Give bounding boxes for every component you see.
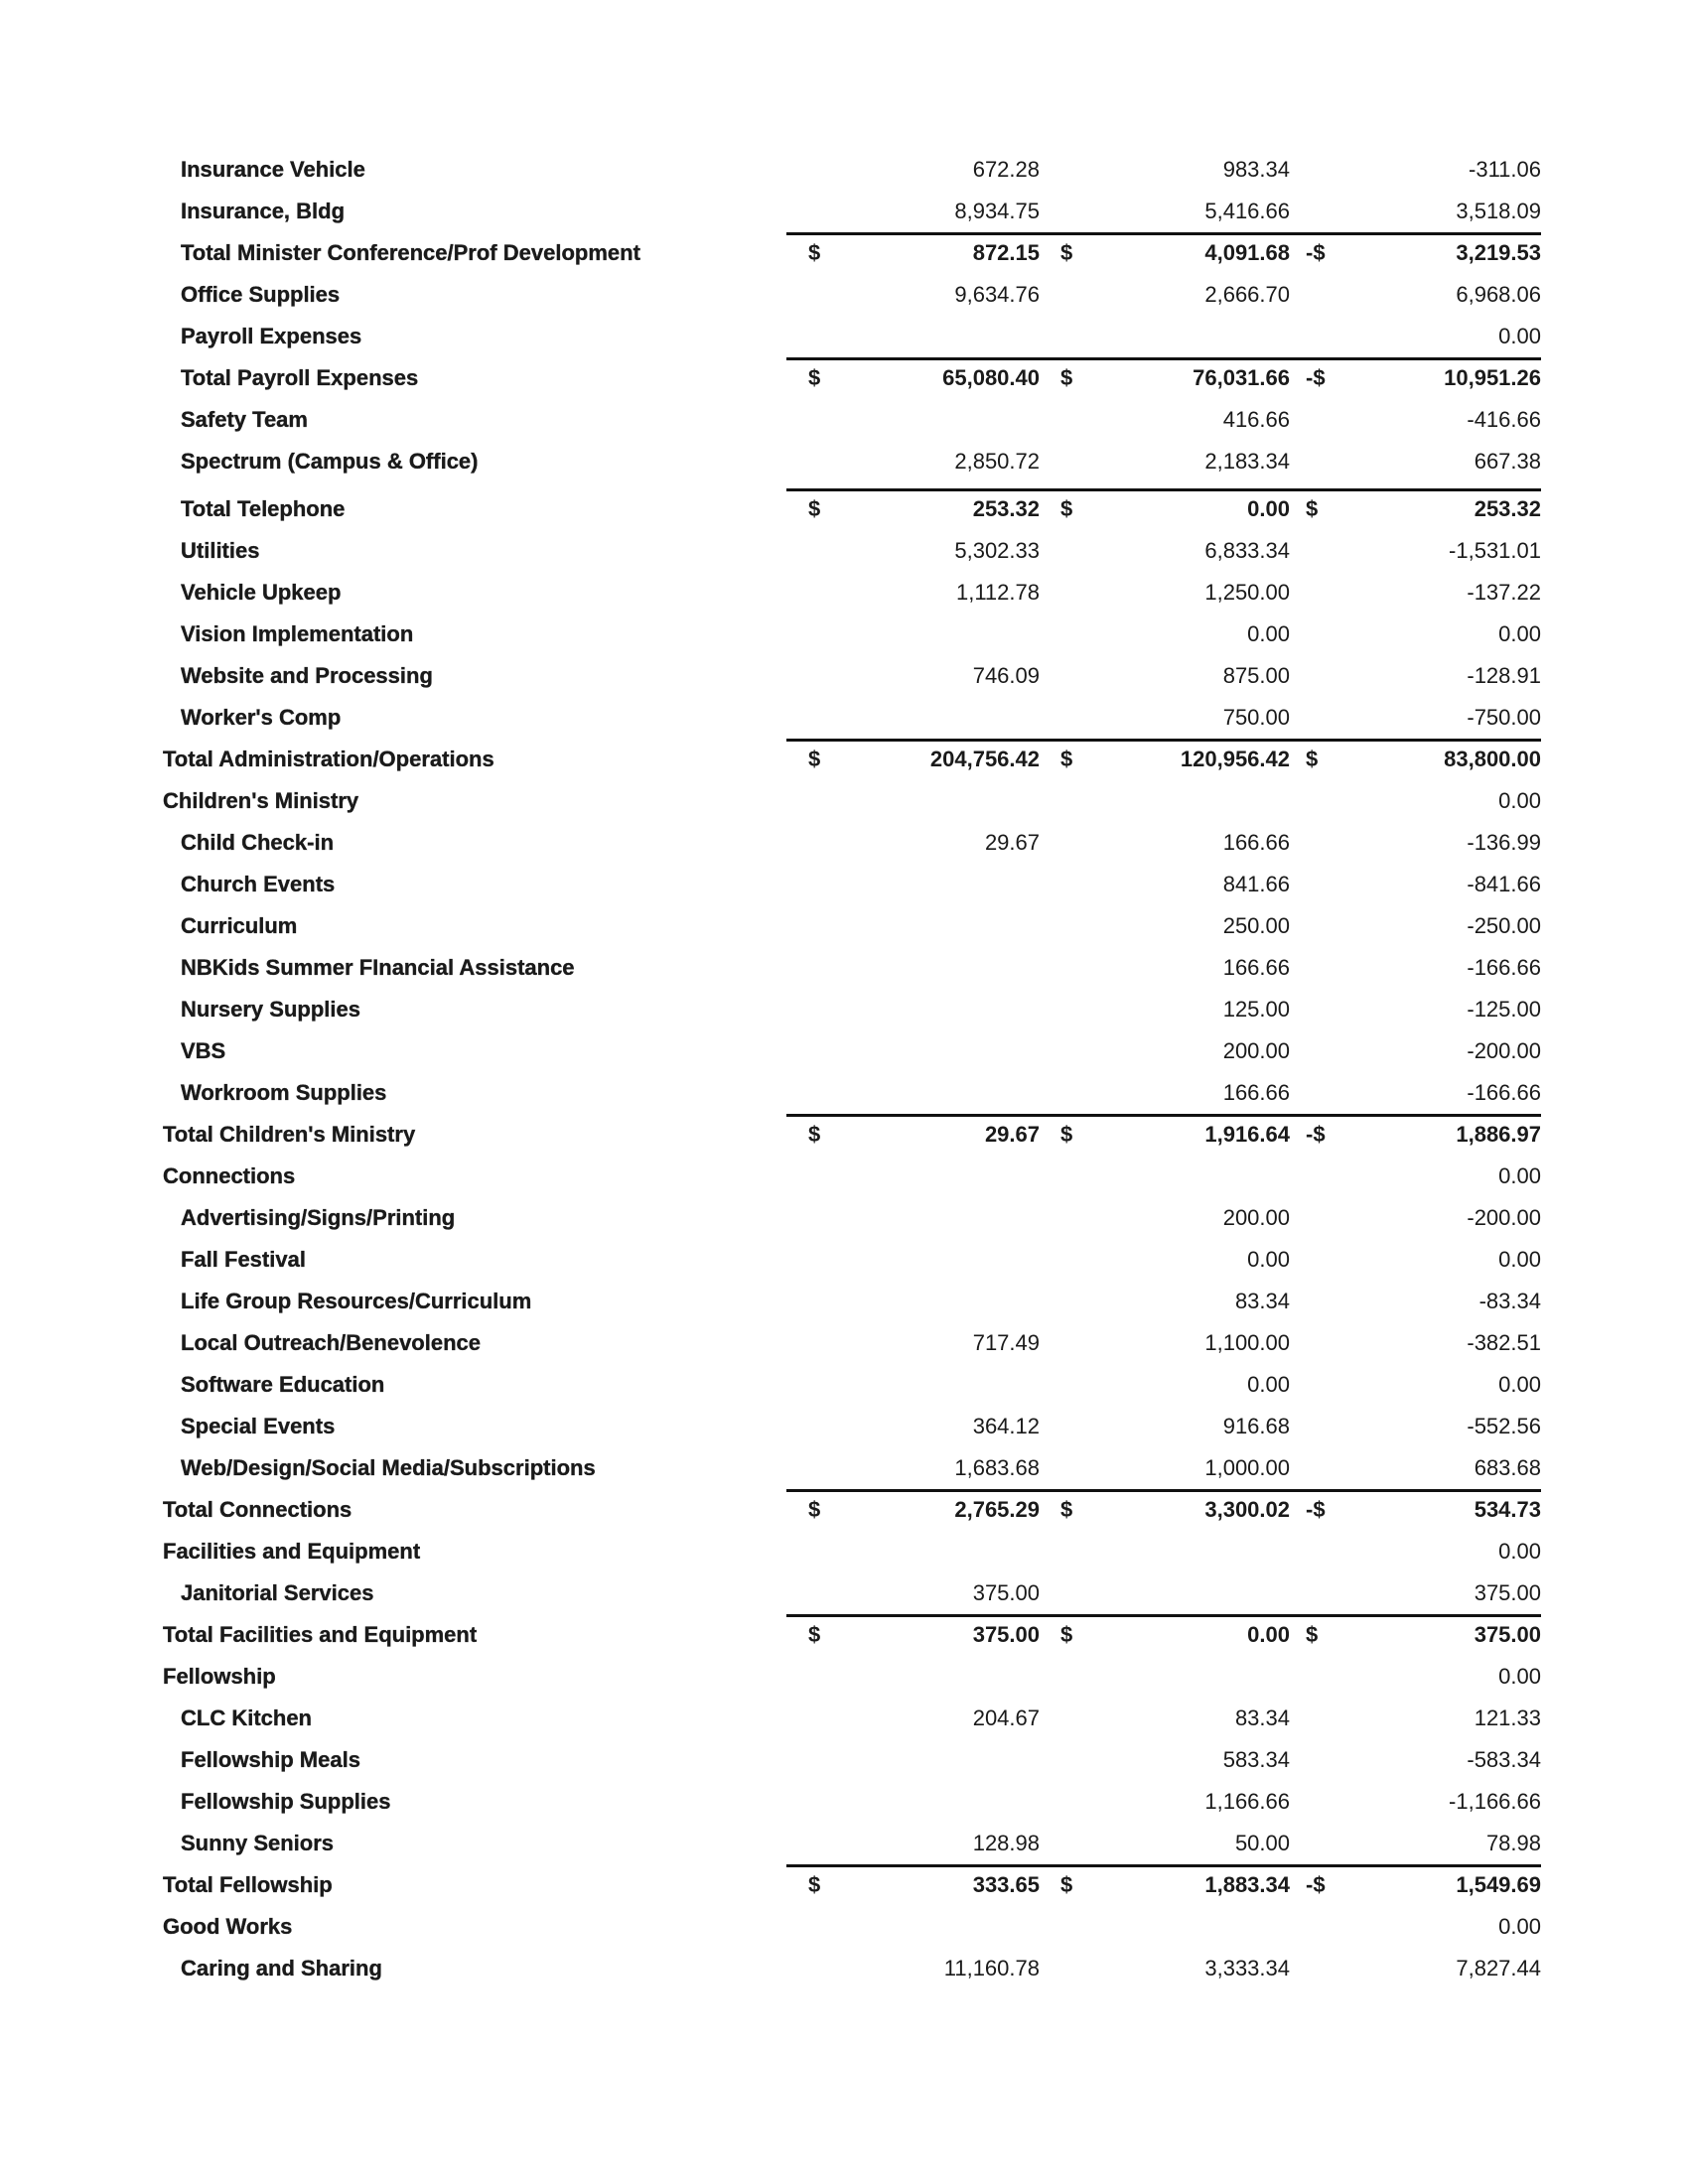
actual-cell: 204,756.42 <box>929 747 1040 771</box>
table-row <box>159 1948 1541 1989</box>
budget-cell: 1,000.00 <box>1204 1455 1290 1480</box>
budget-cell: 3,333.34 <box>1204 1956 1290 1980</box>
budget-cell: 1,100.00 <box>1204 1330 1290 1355</box>
table-row <box>159 1698 1541 1739</box>
difference-cell: -750.00 <box>1467 705 1541 730</box>
difference-cell: 83,800.00 <box>1444 747 1541 771</box>
difference-cell: 0.00 <box>1498 1539 1541 1564</box>
currency-symbol: $ <box>1306 747 1319 771</box>
row-label: Children's Ministry <box>163 788 359 813</box>
row-label: Fellowship Supplies <box>181 1789 391 1814</box>
row-label: Total Children's Ministry <box>163 1122 416 1147</box>
row-label: VBS <box>181 1038 226 1063</box>
row-label: Worker's Comp <box>181 705 342 730</box>
row-label: Insurance Vehicle <box>181 157 365 182</box>
table-row <box>159 780 1541 822</box>
difference-cell: -125.00 <box>1467 997 1541 1022</box>
row-label: Vehicle Upkeep <box>181 580 342 605</box>
row-label: Vision Implementation <box>181 621 414 646</box>
difference-cell: -137.22 <box>1467 580 1541 605</box>
currency-symbol: $ <box>1306 496 1319 521</box>
table-row <box>159 947 1541 989</box>
table-row <box>159 1656 1541 1698</box>
row-label: Nursery Supplies <box>181 997 360 1022</box>
difference-cell: -841.66 <box>1467 872 1541 896</box>
difference-cell: 3,518.09 <box>1456 199 1541 223</box>
table-row <box>159 1823 1541 1864</box>
table-row <box>159 1197 1541 1239</box>
row-label: Sunny Seniors <box>181 1831 335 1855</box>
budget-cell: 1,916.64 <box>1204 1122 1290 1147</box>
difference-cell: 683.68 <box>1474 1455 1541 1480</box>
budget-cell: 0.00 <box>1247 496 1290 521</box>
total-row <box>159 739 1541 780</box>
table-row <box>159 274 1541 316</box>
currency-symbol: $ <box>808 1622 821 1647</box>
difference-cell: -128.91 <box>1467 663 1541 688</box>
budget-cell: 200.00 <box>1222 1038 1290 1063</box>
row-label: Workroom Supplies <box>181 1080 387 1105</box>
total-row <box>159 1114 1541 1156</box>
table-row <box>159 149 1541 191</box>
actual-cell: 128.98 <box>972 1831 1040 1855</box>
actual-cell: 672.28 <box>972 157 1040 182</box>
table-row <box>159 905 1541 947</box>
budget-cell: 166.66 <box>1222 955 1290 980</box>
currency-symbol: $ <box>1060 496 1073 521</box>
row-label: Fellowship <box>163 1664 276 1689</box>
table-row <box>159 822 1541 864</box>
currency-symbol: $ <box>1060 1872 1073 1897</box>
table-row <box>159 1072 1541 1114</box>
currency-symbol: $ <box>1060 1122 1073 1147</box>
difference-cell: 0.00 <box>1498 1247 1541 1272</box>
currency-symbol: -$ <box>1306 1872 1326 1897</box>
currency-symbol: -$ <box>1306 1497 1326 1522</box>
budget-cell: 416.66 <box>1222 407 1290 432</box>
row-label: Total Connections <box>163 1497 352 1522</box>
table-row <box>159 1030 1541 1072</box>
budget-cell: 5,416.66 <box>1204 199 1290 223</box>
total-rule <box>786 1489 1541 1492</box>
row-label: Total Minister Conference/Prof Development <box>181 240 640 265</box>
table-row <box>159 1531 1541 1572</box>
difference-cell: -382.51 <box>1467 1330 1541 1355</box>
actual-cell: 364.12 <box>972 1414 1040 1438</box>
row-label: Local Outreach/Benevolence <box>181 1330 481 1355</box>
budget-cell: 916.68 <box>1222 1414 1290 1438</box>
table-row <box>159 316 1541 357</box>
currency-symbol: $ <box>808 1872 821 1897</box>
row-label: Fall Festival <box>181 1247 306 1272</box>
actual-cell: 1,112.78 <box>955 580 1040 605</box>
total-row <box>159 1864 1541 1906</box>
row-label: NBKids Summer FInancial Assistance <box>181 955 575 980</box>
budget-cell: 200.00 <box>1222 1205 1290 1230</box>
row-label: Total Payroll Expenses <box>181 365 419 390</box>
table-row <box>159 614 1541 655</box>
row-label: Utilities <box>181 538 260 563</box>
row-label: Curriculum <box>181 913 298 938</box>
table-row <box>159 530 1541 572</box>
total-rule <box>786 488 1541 491</box>
budget-cell: 83.34 <box>1234 1706 1290 1730</box>
row-label: Insurance, Bldg <box>181 199 346 223</box>
difference-cell: 7,827.44 <box>1456 1956 1541 1980</box>
budget-cell: 2,666.70 <box>1204 282 1290 307</box>
difference-cell: 6,968.06 <box>1456 282 1541 307</box>
row-label: Website and Processing <box>181 663 433 688</box>
actual-cell: 9,634.76 <box>954 282 1040 307</box>
difference-cell: 3,219.53 <box>1456 240 1541 265</box>
total-row <box>159 1489 1541 1531</box>
difference-cell: -200.00 <box>1467 1038 1541 1063</box>
difference-cell: -250.00 <box>1467 913 1541 938</box>
actual-cell: 872.15 <box>972 240 1040 265</box>
budget-cell: 50.00 <box>1234 1831 1290 1855</box>
difference-cell: 0.00 <box>1498 1372 1541 1397</box>
budget-cell: 120,956.42 <box>1180 747 1290 771</box>
table-row <box>159 1781 1541 1823</box>
budget-cell: 6,833.34 <box>1204 538 1290 563</box>
budget-cell: 1,166.66 <box>1204 1789 1290 1814</box>
budget-cell: 0.00 <box>1247 1622 1290 1647</box>
table-row <box>159 864 1541 905</box>
actual-cell: 333.65 <box>972 1872 1040 1897</box>
currency-symbol: $ <box>808 496 821 521</box>
table-row <box>159 191 1541 232</box>
table-row <box>159 1281 1541 1322</box>
budget-cell: 2,183.34 <box>1204 449 1290 474</box>
currency-symbol: $ <box>808 240 821 265</box>
difference-cell: -1,531.01 <box>1449 538 1541 563</box>
total-rule <box>786 232 1541 235</box>
row-label: Special Events <box>181 1414 336 1438</box>
currency-symbol: $ <box>1306 1622 1319 1647</box>
difference-cell: -311.06 <box>1469 157 1541 182</box>
row-label: Software Education <box>181 1372 385 1397</box>
budget-cell: 841.66 <box>1222 872 1290 896</box>
row-label: Facilities and Equipment <box>163 1539 421 1564</box>
budget-cell: 1,883.34 <box>1204 1872 1290 1897</box>
row-label: Caring and Sharing <box>181 1956 382 1980</box>
currency-symbol: $ <box>808 365 821 390</box>
budget-cell: 0.00 <box>1247 621 1290 646</box>
difference-cell: 0.00 <box>1498 788 1541 813</box>
difference-cell: -1,166.66 <box>1449 1789 1541 1814</box>
table-row <box>159 1572 1541 1614</box>
difference-cell: 667.38 <box>1474 449 1541 474</box>
budget-cell: 875.00 <box>1222 663 1290 688</box>
currency-symbol: $ <box>1060 365 1073 390</box>
total-row <box>159 232 1541 274</box>
difference-cell: 1,549.69 <box>1456 1872 1541 1897</box>
row-label: Connections <box>163 1163 296 1188</box>
total-rule <box>786 1864 1541 1867</box>
row-label: Total Facilities and Equipment <box>163 1622 478 1647</box>
budget-cell: 0.00 <box>1247 1247 1290 1272</box>
table-row <box>159 441 1541 482</box>
currency-symbol: -$ <box>1306 365 1326 390</box>
row-label: Advertising/Signs/Printing <box>181 1205 456 1230</box>
actual-cell: 717.49 <box>972 1330 1040 1355</box>
difference-cell: 0.00 <box>1498 1163 1541 1188</box>
budget-cell: 0.00 <box>1247 1372 1290 1397</box>
difference-cell: -200.00 <box>1467 1205 1541 1230</box>
difference-cell: -83.34 <box>1478 1289 1541 1313</box>
budget-report-table <box>159 149 1541 1989</box>
actual-cell: 11,160.78 <box>943 1956 1040 1980</box>
table-row <box>159 572 1541 614</box>
budget-cell: 3,300.02 <box>1204 1497 1290 1522</box>
difference-cell: 0.00 <box>1498 324 1541 348</box>
currency-symbol: $ <box>1060 1497 1073 1522</box>
actual-cell: 2,765.29 <box>954 1497 1040 1522</box>
row-label: Life Group Resources/Curriculum <box>181 1289 532 1313</box>
actual-cell: 8,934.75 <box>954 199 1040 223</box>
total-rule <box>786 1614 1541 1617</box>
actual-cell: 29.67 <box>984 830 1040 855</box>
difference-cell: 0.00 <box>1498 621 1541 646</box>
difference-cell: -552.56 <box>1467 1414 1541 1438</box>
difference-cell: -583.34 <box>1467 1747 1541 1772</box>
row-label: Web/Design/Social Media/Subscriptions <box>181 1455 596 1480</box>
budget-cell: 250.00 <box>1222 913 1290 938</box>
row-label: Janitorial Services <box>181 1580 374 1605</box>
currency-symbol: $ <box>808 747 821 771</box>
difference-cell: -166.66 <box>1467 955 1541 980</box>
total-row <box>159 1614 1541 1656</box>
budget-cell: 83.34 <box>1234 1289 1290 1313</box>
row-label: Total Fellowship <box>163 1872 333 1897</box>
currency-symbol: $ <box>1060 240 1073 265</box>
budget-cell: 1,250.00 <box>1204 580 1290 605</box>
row-label: Office Supplies <box>181 282 341 307</box>
table-row <box>159 1906 1541 1948</box>
table-row <box>159 1406 1541 1447</box>
total-rule <box>786 1114 1541 1117</box>
row-label: CLC Kitchen <box>181 1706 312 1730</box>
difference-cell: 375.00 <box>1474 1622 1541 1647</box>
budget-cell: 4,091.68 <box>1204 240 1290 265</box>
difference-cell: 534.73 <box>1474 1497 1541 1522</box>
actual-cell: 65,080.40 <box>942 365 1040 390</box>
difference-cell: 253.32 <box>1474 496 1541 521</box>
difference-cell: 375.00 <box>1474 1580 1541 1605</box>
row-label: Payroll Expenses <box>181 324 362 348</box>
difference-cell: -136.99 <box>1467 830 1541 855</box>
actual-cell: 5,302.33 <box>954 538 1040 563</box>
total-rule <box>786 357 1541 360</box>
currency-symbol: -$ <box>1306 240 1326 265</box>
row-label: Fellowship Meals <box>181 1747 360 1772</box>
budget-cell: 166.66 <box>1222 1080 1290 1105</box>
table-row <box>159 655 1541 697</box>
actual-cell: 746.09 <box>972 663 1040 688</box>
total-row <box>159 357 1541 399</box>
table-row <box>159 1447 1541 1489</box>
actual-cell: 204.67 <box>972 1706 1040 1730</box>
difference-cell: 10,951.26 <box>1444 365 1541 390</box>
row-label: Total Administration/Operations <box>163 747 494 771</box>
table-row <box>159 989 1541 1030</box>
actual-cell: 375.00 <box>972 1580 1040 1605</box>
row-label: Total Telephone <box>181 496 346 521</box>
table-row <box>159 1156 1541 1197</box>
table-row <box>159 697 1541 739</box>
budget-cell: 125.00 <box>1222 997 1290 1022</box>
currency-symbol: $ <box>1060 747 1073 771</box>
difference-cell: 1,886.97 <box>1456 1122 1541 1147</box>
row-label: Good Works <box>163 1914 293 1939</box>
currency-symbol: $ <box>808 1497 821 1522</box>
difference-cell: 78.98 <box>1485 1831 1541 1855</box>
currency-symbol: -$ <box>1306 1122 1326 1147</box>
row-label: Child Check-in <box>181 830 335 855</box>
actual-cell: 2,850.72 <box>954 449 1040 474</box>
actual-cell: 29.67 <box>984 1122 1040 1147</box>
currency-symbol: $ <box>1060 1622 1073 1647</box>
currency-symbol: $ <box>808 1122 821 1147</box>
row-label: Safety Team <box>181 407 308 432</box>
row-label: Church Events <box>181 872 336 896</box>
actual-cell: 1,683.68 <box>954 1455 1040 1480</box>
table-row <box>159 1364 1541 1406</box>
difference-cell: 0.00 <box>1498 1914 1541 1939</box>
table-row <box>159 1322 1541 1364</box>
difference-cell: 121.33 <box>1474 1706 1541 1730</box>
total-rule <box>786 739 1541 742</box>
actual-cell: 375.00 <box>972 1622 1040 1647</box>
row-label: Spectrum (Campus & Office) <box>181 449 479 474</box>
difference-cell: 0.00 <box>1498 1664 1541 1689</box>
budget-cell: 983.34 <box>1222 157 1290 182</box>
budget-cell: 166.66 <box>1222 830 1290 855</box>
difference-cell: -416.66 <box>1467 407 1541 432</box>
budget-cell: 76,031.66 <box>1193 365 1290 390</box>
budget-cell: 583.34 <box>1222 1747 1290 1772</box>
actual-cell: 253.32 <box>972 496 1040 521</box>
difference-cell: -166.66 <box>1467 1080 1541 1105</box>
table-row <box>159 1239 1541 1281</box>
budget-cell: 750.00 <box>1222 705 1290 730</box>
total-row <box>159 488 1541 530</box>
table-row <box>159 399 1541 441</box>
table-row <box>159 1739 1541 1781</box>
